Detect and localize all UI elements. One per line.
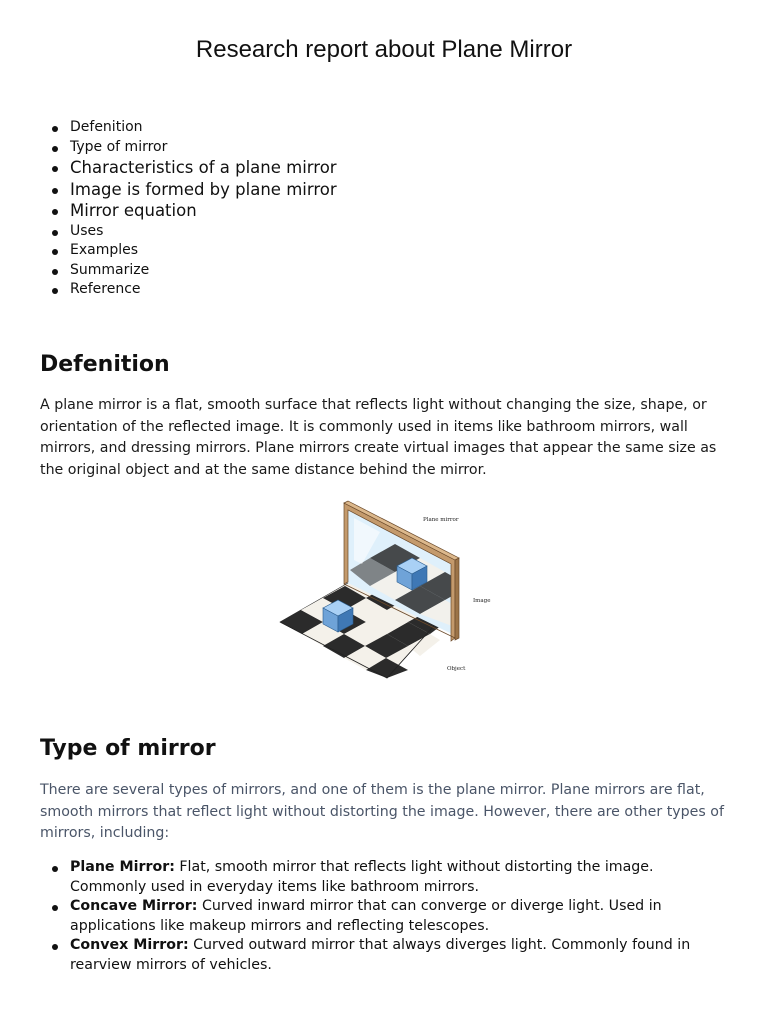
plane-mirror-illustration (270, 498, 500, 683)
toc-item-reference: Reference (52, 280, 337, 300)
toc-item-summarize: Summarize (52, 261, 337, 281)
type-intro-paragraph: There are several types of mirrors, and one of them is the plane mirror. Plane mirrors are flat, smooth mirrors that reflect light without distorting the image. However, there are other types of mirrors, including: (40, 782, 724, 841)
toc-item-type-of-mirror: Type of mirror (52, 138, 337, 158)
list-item-term: Convex Mirror: (70, 937, 189, 953)
object-label: Object (447, 666, 466, 672)
toc-item-characteristics: Characteristics of a plane mirror (52, 157, 337, 179)
toc-item-defenition: Defenition (52, 118, 337, 138)
toc-item-examples: Examples (52, 241, 337, 261)
list-item-desc: Flat, smooth mirror that reflects light without distorting the image. Commonly used in everyday items like bathroom mirrors. (70, 859, 654, 895)
table-of-contents (52, 118, 337, 300)
definition-paragraph: A plane mirror is a flat, smooth surface that reflects light without changing the size, shape, or orientation of the reflected image. It is commonly used in items like bathroom mirrors, wall mirrors, and dressing mirrors. Plane mirrors create virtual images that appear the same size as the original object and at the same distance behind the mirror. (40, 397, 717, 478)
list-item-desc: Curved inward mirror that can converge or diverge light. Used in applications like makeup mirrors and reflecting telescopes. (70, 898, 662, 934)
image-label: Image (473, 598, 491, 604)
mirror-types-list (52, 858, 712, 975)
toc-item-mirror-equation: Mirror equation (52, 200, 337, 222)
toc-item-image-formed: Image is formed by plane mirror (52, 179, 337, 201)
mirror-label: Plane mirror (423, 517, 459, 523)
list-item-term: Plane Mirror: (70, 859, 175, 875)
list-item (52, 936, 712, 975)
list-item (52, 897, 712, 936)
document-title: Research report about Plane Mirror (195, 36, 573, 63)
toc-item-uses: Uses (52, 222, 337, 242)
list-item-desc: Curved outward mirror that always diverges light. Commonly found in rearview mirrors of vehicles. (70, 937, 691, 973)
section-heading-definition: Defenition (40, 352, 170, 377)
list-item (52, 858, 712, 897)
list-item-term: Concave Mirror: (70, 898, 198, 914)
section-heading-type-of-mirror: Type of mirror (40, 736, 216, 761)
